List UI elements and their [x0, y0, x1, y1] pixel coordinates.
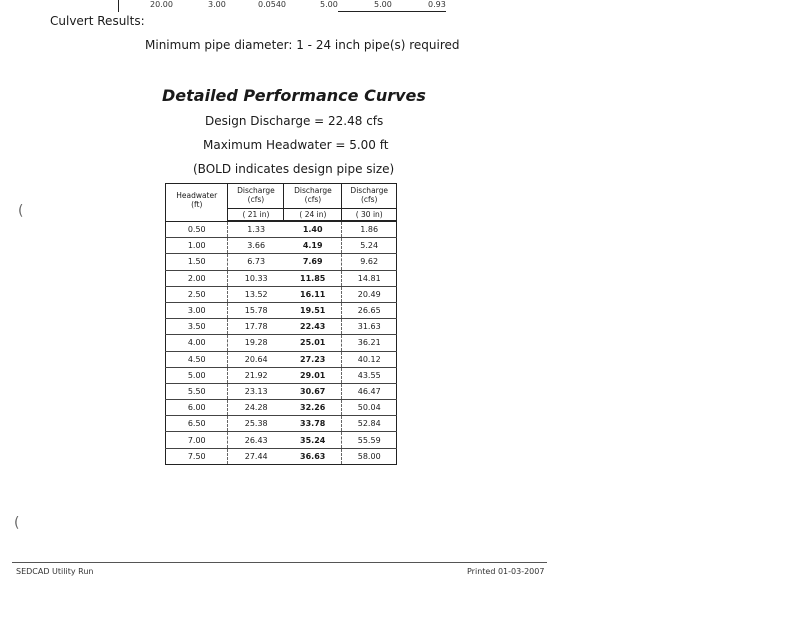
- table-row: [166, 416, 397, 432]
- table-cell: 3.66: [228, 238, 284, 254]
- table-cell: 11.85: [284, 270, 342, 286]
- minimum-diameter-text: Minimum pipe diameter: 1 - 24 inch pipe(s) required: [145, 38, 460, 52]
- table-cell: 3.00: [166, 302, 228, 318]
- table-cell: 32.26: [284, 400, 342, 416]
- row-cell: 0.0540: [258, 0, 286, 9]
- table-row: [166, 238, 397, 254]
- table-cell: 26.43: [228, 432, 284, 448]
- header-unit: (cfs): [247, 195, 265, 204]
- row-cell: 0.93: [428, 0, 446, 9]
- table-cell: 1.40: [284, 222, 342, 238]
- table-cell: 7.69: [284, 254, 342, 270]
- table-row: [166, 222, 397, 238]
- table-cell: 4.19: [284, 238, 342, 254]
- table-row: [166, 270, 397, 286]
- footer-rule: [12, 562, 547, 563]
- table-row: [166, 286, 397, 302]
- table-cell: 10.33: [228, 270, 284, 286]
- header-size: ( 24 in): [284, 208, 341, 221]
- header-discharge-24: [284, 184, 342, 222]
- bold-note-text: (BOLD indicates design pipe size): [193, 162, 395, 176]
- table-cell: 50.04: [342, 400, 397, 416]
- table-cell: 20.64: [228, 351, 284, 367]
- table-cell: 1.86: [342, 222, 397, 238]
- table-cell: 15.78: [228, 302, 284, 318]
- row-underline: [338, 11, 446, 12]
- design-discharge-text: Design Discharge = 22.48 cfs: [205, 114, 384, 128]
- table-cell: 16.11: [284, 286, 342, 302]
- header-discharge-30: [342, 184, 397, 222]
- table-cell: 19.51: [284, 302, 342, 318]
- table-row: [166, 351, 397, 367]
- scan-mark: (: [18, 203, 24, 219]
- header-line: Discharge: [237, 186, 275, 195]
- table-row: [166, 432, 397, 448]
- table-cell: 35.24: [284, 432, 342, 448]
- header-headwater: [166, 184, 228, 222]
- table-cell: 36.63: [284, 448, 342, 464]
- performance-table: [165, 183, 397, 461]
- table-cell: 6.73: [228, 254, 284, 270]
- row-cell: 20.00: [150, 0, 173, 9]
- table-cell: 14.81: [342, 270, 397, 286]
- table-row: [166, 254, 397, 270]
- table-cell: 43.55: [342, 367, 397, 383]
- header-line: Discharge: [350, 186, 388, 195]
- table-cell: 36.21: [342, 335, 397, 351]
- table-cell: 19.28: [228, 335, 284, 351]
- table-cell: 24.28: [228, 400, 284, 416]
- scan-mark: (: [14, 515, 20, 531]
- table-row: [166, 319, 397, 335]
- table-row: [166, 367, 397, 383]
- table-cell: 25.01: [284, 335, 342, 351]
- table-row: [166, 448, 397, 464]
- table-cell: 17.78: [228, 319, 284, 335]
- table-cell: 7.00: [166, 432, 228, 448]
- table-cell: 6.50: [166, 416, 228, 432]
- footer-program-name: SEDCAD Utility Run: [16, 567, 94, 576]
- max-headwater-text: Maximum Headwater = 5.00 ft: [203, 138, 389, 152]
- table-cell: 55.59: [342, 432, 397, 448]
- performance-curves-title: Detailed Performance Curves: [162, 86, 426, 105]
- table-row: [166, 335, 397, 351]
- table-cell: 9.62: [342, 254, 397, 270]
- table-cell: 33.78: [284, 416, 342, 432]
- table-cell: 1.33: [228, 222, 284, 238]
- table-cell: 2.50: [166, 286, 228, 302]
- table-cell: 5.00: [166, 367, 228, 383]
- header-line: Discharge: [294, 186, 332, 195]
- table-cell: 1.50: [166, 254, 228, 270]
- table-cell: 21.92: [228, 367, 284, 383]
- table-cell: 27.44: [228, 448, 284, 464]
- row-divider: [118, 0, 119, 12]
- table-cell: 1.00: [166, 238, 228, 254]
- table-cell: 5.50: [166, 383, 228, 399]
- table-row: [166, 400, 397, 416]
- table-cell: 0.50: [166, 222, 228, 238]
- table-body: [166, 222, 397, 465]
- row-cell: 5.00: [374, 0, 392, 9]
- table-cell: 29.01: [284, 367, 342, 383]
- table-cell: 52.84: [342, 416, 397, 432]
- table-cell: 58.00: [342, 448, 397, 464]
- table-cell: 30.67: [284, 383, 342, 399]
- table-cell: 23.13: [228, 383, 284, 399]
- table-cell: 13.52: [228, 286, 284, 302]
- header-discharge-21: [228, 184, 284, 222]
- table-cell: 5.24: [342, 238, 397, 254]
- table-cell: 4.00: [166, 335, 228, 351]
- table-cell: 3.50: [166, 319, 228, 335]
- table-cell: 4.50: [166, 351, 228, 367]
- culvert-results-heading: Culvert Results:: [50, 14, 145, 28]
- table-cell: 40.12: [342, 351, 397, 367]
- footer-print-date: Printed 01-03-2007: [467, 567, 545, 576]
- table-cell: 25.38: [228, 416, 284, 432]
- previous-results-row: [118, 0, 450, 12]
- table-cell: 46.47: [342, 383, 397, 399]
- table-cell: 27.23: [284, 351, 342, 367]
- table-header-row: [166, 184, 397, 222]
- header-unit: (ft): [191, 200, 203, 209]
- row-cell: 3.00: [208, 0, 226, 9]
- table-cell: 7.50: [166, 448, 228, 464]
- header-size: ( 30 in): [342, 208, 396, 221]
- table-cell: 6.00: [166, 400, 228, 416]
- table-row: [166, 302, 397, 318]
- table-cell: 26.65: [342, 302, 397, 318]
- table-cell: 31.63: [342, 319, 397, 335]
- table-row: [166, 383, 397, 399]
- header-size: ( 21 in): [228, 208, 283, 221]
- table-cell: 2.00: [166, 270, 228, 286]
- table-cell: 22.43: [284, 319, 342, 335]
- header-unit: (cfs): [360, 195, 378, 204]
- row-cell: 5.00: [320, 0, 338, 9]
- header-unit: (cfs): [304, 195, 322, 204]
- table-cell: 20.49: [342, 286, 397, 302]
- header-line: Headwater: [176, 191, 218, 200]
